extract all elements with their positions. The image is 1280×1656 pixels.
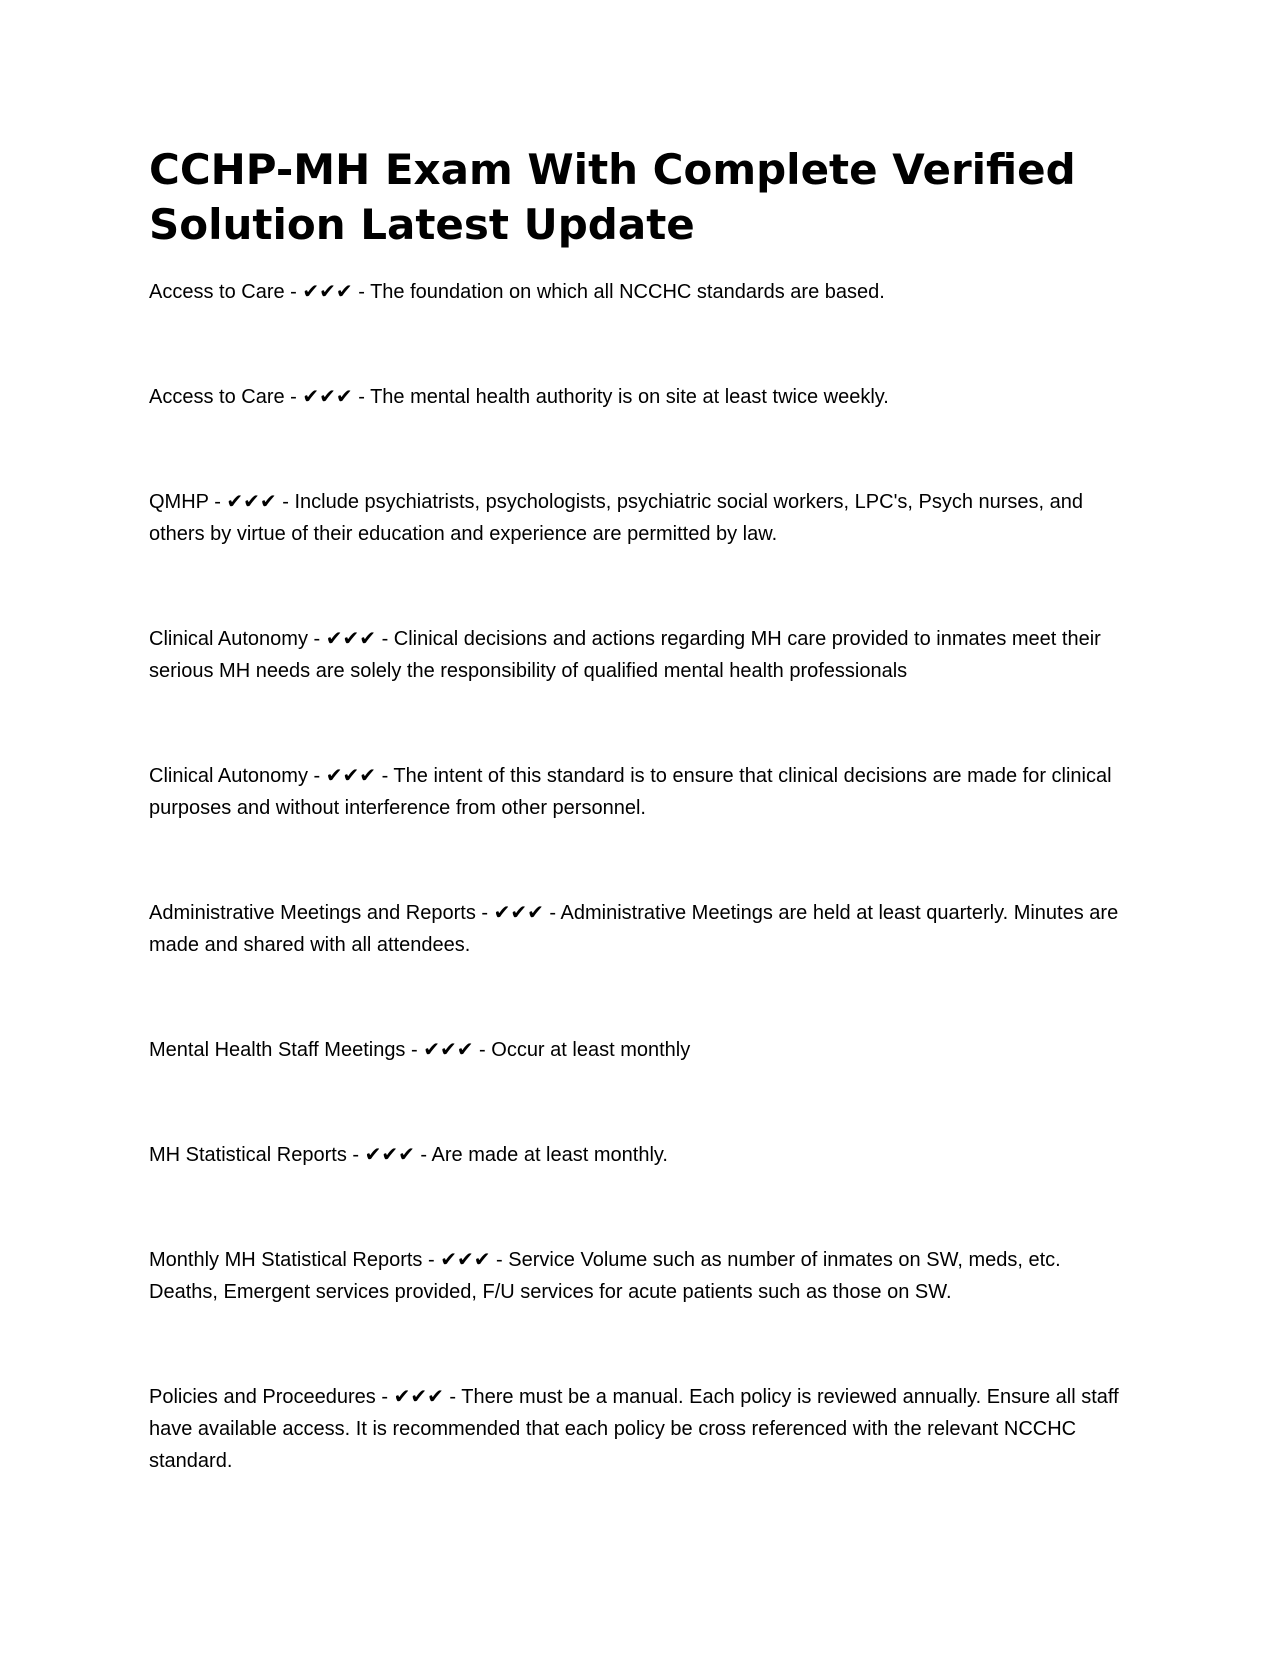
entry-policies-procedures: Policies and Proceedures - ✔✔✔ - There must be a manual. Each policy is reviewed annually. Ensure all staff have available access. It is recommended that each policy be cross referenced with the relevant NCCHC standard. — [149, 1386, 1119, 1472]
entry-staff-meetings: Mental Health Staff Meetings - ✔✔✔ - Occur at least monthly — [149, 1039, 691, 1061]
document-body — [149, 142, 1119, 1550]
entry-clinical-autonomy-1: Clinical Autonomy - ✔✔✔ - Clinical decisions and actions regarding MH care provided to inmates meet their serious MH needs are solely the responsibility of qualified mental health professionals — [149, 628, 1101, 682]
entry-list — [149, 276, 1119, 1477]
entry-access-to-care-2: Access to Care - ✔✔✔ - The mental health authority is on site at least twice weekly. — [149, 386, 889, 408]
entry-clinical-autonomy-2: Clinical Autonomy - ✔✔✔ - The intent of this standard is to ensure that clinical decisions are made for clinical purposes and without interference from other personnel. — [149, 765, 1112, 819]
entry-statistical-reports: MH Statistical Reports - ✔✔✔ - Are made at least monthly. — [149, 1144, 668, 1166]
entry-qmhp: QMHP - ✔✔✔ - Include psychiatrists, psychologists, psychiatric social workers, LPC's, Psych nurses, and others by virtue of their education and experience are permitted by law. — [149, 491, 1084, 545]
entry-administrative-meetings: Administrative Meetings and Reports - ✔✔✔ - Administrative Meetings are held at least quarterly. Minutes are made and shared with all attendees. — [149, 902, 1119, 956]
entry-access-to-care-1: Access to Care - ✔✔✔ - The foundation on which all NCCHC standards are based. — [149, 281, 885, 303]
entry-monthly-statistical-reports: Monthly MH Statistical Reports - ✔✔✔ - Service Volume such as number of inmates on SW, meds, etc. Deaths, Emergent services provided, F/U services for acute patients such as those on SW. — [149, 1249, 1061, 1303]
document-title: CCHP-MH Exam With Complete Verified Solution Latest Update — [149, 145, 1076, 249]
